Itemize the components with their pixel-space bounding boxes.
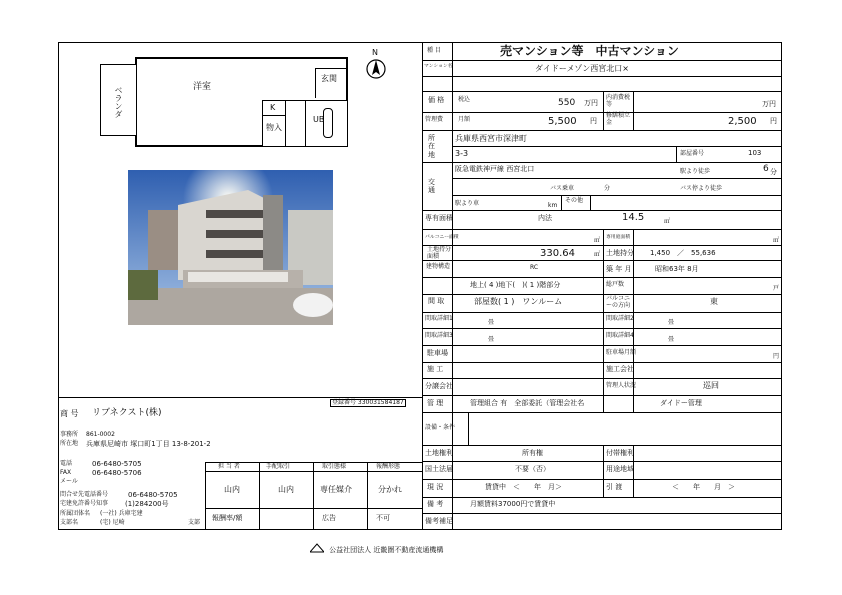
veranda-label: ベランダ xyxy=(114,86,123,118)
mgmt2-company: ダイドー管理 xyxy=(660,399,702,407)
land-value: 330.64 xyxy=(540,248,575,259)
cond-label: 設備・条件 xyxy=(425,424,456,431)
staff-header: 担 当 者 xyxy=(218,463,240,470)
staff-value: 山内 xyxy=(224,485,240,494)
national-value: 不要（否） xyxy=(515,465,550,473)
private-garden-label: 専用庭面積 xyxy=(606,233,631,240)
ad2-value: 不可 xyxy=(376,514,390,522)
kitchen-label: K xyxy=(270,103,276,112)
staff-value: 山内 xyxy=(278,485,294,494)
bus-walk: バス停より徒歩 xyxy=(680,185,723,192)
ad2-label: 広告 xyxy=(322,514,336,522)
consumption-unit: 万円 xyxy=(762,100,776,108)
walk-unit: 分 xyxy=(770,168,777,176)
type-label: 種 目 xyxy=(427,47,441,54)
type-value: 売マンション等 中古マンション xyxy=(500,44,679,58)
land-right-value: 所有権 xyxy=(522,449,543,457)
built-value: 昭和63年 8月 xyxy=(655,265,699,273)
d3-tatami: 畳 xyxy=(488,336,495,343)
status-value: 賃貸中 ＜ 年 月＞ xyxy=(485,483,562,491)
room-no-label: 部屋番号 xyxy=(680,150,705,157)
ad-label: 報酬率/額 xyxy=(212,514,243,522)
staff-value: 分かれ xyxy=(378,485,402,494)
mgmt-sub: 月額 xyxy=(458,116,471,123)
parking-label: 駐車場 xyxy=(427,349,448,357)
branch-suffix: 支部 xyxy=(188,519,201,526)
area-sub: 内法 xyxy=(538,214,552,222)
national-label: 国土法届 xyxy=(425,465,453,473)
area-value: 14.5 xyxy=(622,212,645,223)
status-label: 現 況 xyxy=(427,483,444,491)
unit-bath-label: UB xyxy=(313,115,325,124)
balcony-dir-value: 東 xyxy=(710,297,718,306)
layout-value: 部屋数( 1 ) ワンルーム xyxy=(474,297,563,306)
units-unit: 戸 xyxy=(773,285,780,292)
divider xyxy=(422,42,423,530)
remarks2-label: 備考補足 xyxy=(425,517,453,525)
private-garden-unit: ㎡ xyxy=(773,237,780,244)
parking-fee-unit: 円 xyxy=(773,353,780,360)
fax-value: 06-6480-5706 xyxy=(92,469,142,477)
d3-label: 間取詳細3 xyxy=(425,332,453,339)
d4-tatami: 畳 xyxy=(668,336,675,343)
org-label: 所属団体名 xyxy=(60,510,91,517)
compass-icon xyxy=(365,58,387,80)
tel-label: 電話 xyxy=(60,460,73,467)
price-label: 価 格 xyxy=(428,96,445,104)
contractor-label: 施工会社 xyxy=(606,365,634,373)
license-label: 宅建免許番号知事 xyxy=(60,500,109,507)
handover-label: 引 渡 xyxy=(606,483,623,491)
mgr-form-label: 管理人状況 xyxy=(606,382,637,389)
trade-name-label: 商 号 xyxy=(60,409,79,418)
land-share-value: 1,450 ／ 55,636 xyxy=(650,249,716,257)
mgmt-value: 5,500 xyxy=(548,116,577,127)
structure-value: RC xyxy=(530,264,539,271)
repair-yen: 円 xyxy=(770,117,777,125)
address-label: 所在地 xyxy=(60,440,79,447)
car-label: 駅より車 xyxy=(455,200,480,207)
branch-value: (宅) 尼崎 xyxy=(100,519,125,526)
repair-label: 修繕積立金 xyxy=(606,112,631,126)
name-label: マンション名 xyxy=(424,62,453,69)
d2-tatami: 畳 xyxy=(668,319,675,326)
address-value: 兵庫県尼崎市 塚口町1丁目 13-8-201-2 xyxy=(86,440,211,448)
units-label: 総戸数 xyxy=(606,281,625,288)
built-label: 築 年 月 xyxy=(606,265,632,273)
builder-label: 施 工 xyxy=(427,365,444,373)
attached-label: 付帯権利 xyxy=(606,449,634,457)
mgr-form-value: 巡回 xyxy=(703,381,719,390)
other-label: その他 xyxy=(565,197,584,204)
footer-org: 公益社団法人 近畿圏不動産流通機構 xyxy=(329,546,444,554)
remarks-label: 備 考 xyxy=(427,500,444,508)
office-value: 861-0002 xyxy=(86,431,115,438)
d4-label: 間取詳細4 xyxy=(606,332,634,339)
entrance-label: 玄関 xyxy=(321,74,337,83)
handover-value: ＜ 年 月 ＞ xyxy=(672,483,735,491)
d2-label: 間取詳細2 xyxy=(606,315,634,322)
land-unit: ㎡ xyxy=(594,251,601,258)
bus-unit: 分 xyxy=(604,185,611,192)
seller-label: 分譲会社 xyxy=(425,382,453,390)
remarks-value: 月額賃料37000円で賃貸中 xyxy=(470,500,556,508)
staff-value: 専任媒介 xyxy=(320,485,352,494)
staff-header: 取引態様 xyxy=(322,463,347,470)
area-label: 専有面積 xyxy=(425,214,453,222)
inquiry-value: 06-6480-5705 xyxy=(128,491,178,499)
price-unit: 万円 xyxy=(584,99,598,107)
structure-label: 建物構造 xyxy=(426,263,451,270)
consumption-label: 内消費税等 xyxy=(606,94,631,108)
location-value: 兵庫県西宮市深津町 xyxy=(455,134,527,143)
tel-value: 06-6480-5705 xyxy=(92,460,142,468)
layout-label: 間 取 xyxy=(428,297,445,305)
price-sub: 税込 xyxy=(458,96,471,103)
balcony-dir-label: バルコニーの方向 xyxy=(606,295,631,309)
d1-label: 間取詳細1 xyxy=(425,315,453,322)
walk-label: 駅より徒歩 xyxy=(680,168,711,175)
repair-value: 2,500 xyxy=(728,116,757,127)
mgmt-yen: 円 xyxy=(590,117,597,125)
floors-value: 地上( 4 )地下( )( 1 )階部分 xyxy=(470,281,561,289)
line-value: 阪急電鉄神戸線 西宮北口 xyxy=(455,165,535,173)
land-label: 土地持分面積 xyxy=(427,246,452,260)
walk-value: 6 xyxy=(763,164,769,174)
name-value: ダイドーメゾン西宮北口× xyxy=(535,64,629,73)
price-value: 550 xyxy=(558,98,576,108)
land-right-label: 土地権利 xyxy=(425,449,453,457)
staff-header: 報酬形態 xyxy=(376,463,401,470)
balcony-unit: ㎡ xyxy=(594,237,601,244)
inquiry-label: 問合せ先電話番号 xyxy=(60,491,109,498)
mgmt2-label: 管 理 xyxy=(427,399,444,407)
location-label: 所在地 xyxy=(428,134,435,159)
parking-fee-label: 駐車場月額 xyxy=(606,349,637,356)
branch-label: 支部名 xyxy=(60,519,79,526)
license-value: (1)284200号 xyxy=(125,500,169,508)
staff-header: 手配取引 xyxy=(266,463,291,470)
transport-label: 交通 xyxy=(428,178,435,195)
fax-label: FAX xyxy=(60,469,72,476)
area-unit: ㎡ xyxy=(664,218,671,225)
bus-label: バス乗車 xyxy=(550,185,575,192)
org-logo-icon xyxy=(310,543,324,553)
license-number: 登録番号 330031584187 xyxy=(332,399,404,406)
mgmt-label: 管理費 xyxy=(425,116,444,123)
d1-tatami: 畳 xyxy=(488,319,495,326)
zoning-label: 用途地域 xyxy=(606,465,634,473)
balcony-label: バルコニー面積 xyxy=(425,233,459,240)
north-label: N xyxy=(372,48,378,57)
land-share-label: 土地持分 xyxy=(606,249,634,257)
footer xyxy=(310,537,443,556)
mgmt2-value: 管理組合 有 全部委託（管理会社名 xyxy=(470,399,585,407)
car-unit: km xyxy=(548,202,558,209)
office-label: 事務所 xyxy=(60,431,79,438)
building-photo xyxy=(128,170,333,325)
mail-label: メール xyxy=(60,478,78,485)
room-no-value: 103 xyxy=(748,149,762,157)
trade-name: リブネクスト(株) xyxy=(92,408,162,418)
storage-label: 物入 xyxy=(266,123,282,132)
org-value: (一社) 兵庫宅建 xyxy=(100,510,143,517)
location-value2: 3-3 xyxy=(455,149,469,158)
room-western-label: 洋室 xyxy=(193,82,212,92)
